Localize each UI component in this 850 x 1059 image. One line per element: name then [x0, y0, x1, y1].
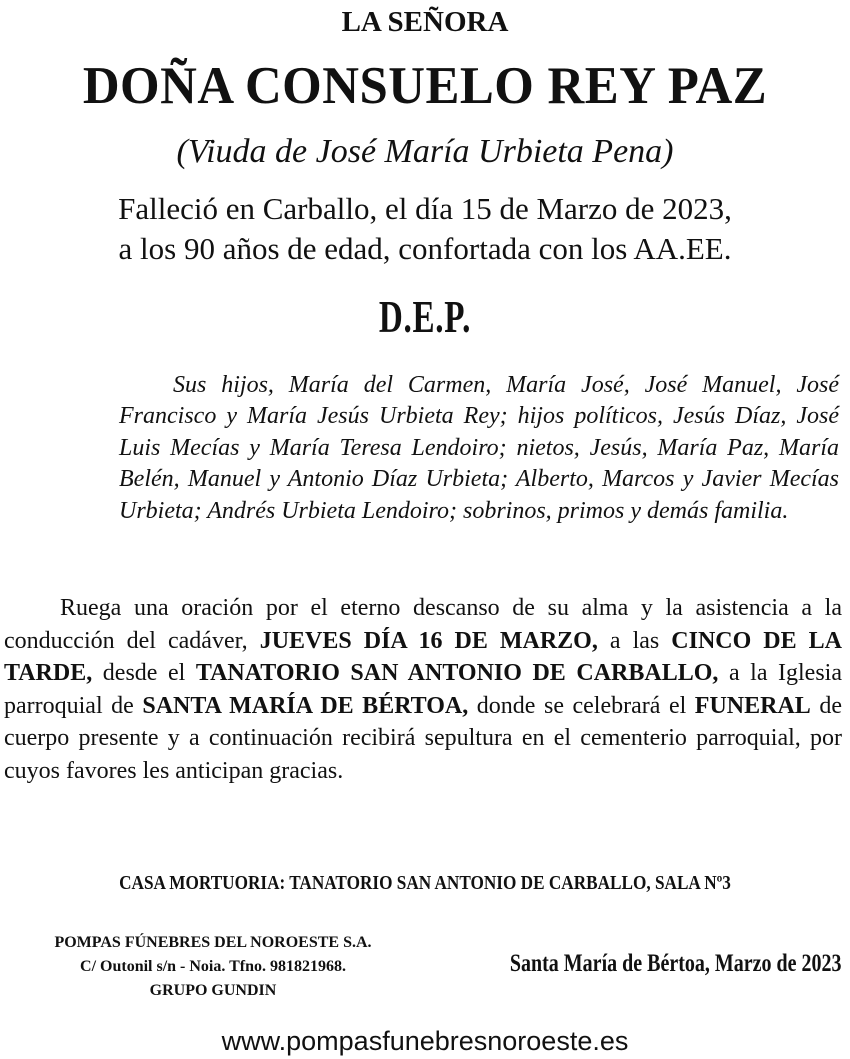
place-date: Santa María de Bértoa, Marzo de 2023	[510, 950, 842, 977]
death-notice	[0, 189, 850, 269]
ceremony-text: donde se celebrará el	[468, 692, 695, 719]
ceremony-text: a las	[597, 627, 672, 654]
dep-label: D.E.P.	[378, 291, 472, 342]
company-address: C/ Outonil s/n - Noia. Tfno. 981821968.	[80, 958, 346, 975]
ceremony-origin: TANATORIO SAN ANTONIO DE CARBALLO,	[195, 660, 719, 686]
ceremony-funeral: FUNERAL	[694, 692, 811, 719]
ceremony-text: desde el	[92, 660, 196, 686]
ceremony-date: JUEVES DÍA 16 DE MARZO,	[259, 627, 598, 654]
website-link[interactable]: www.pompasfunebresnoroeste.es	[221, 1026, 629, 1056]
death-line-2: a los 90 años de edad, confortada con los AA.EE.	[118, 231, 732, 266]
ceremony-time: CINCO DE LA TARDE,	[4, 627, 843, 686]
deceased-name: DOÑA CONSUELO REY PAZ	[82, 57, 768, 115]
death-line-1: Falleció en Carballo, el día 15 de Marzo de 2023,	[118, 191, 732, 226]
widow-note: (Viuda de José María Urbieta Pena)	[176, 133, 674, 170]
ceremony-text: de cuerpo presente y a continuación recibirá sepultura en el cementerio parroquial, por cuyos favores les anticipan gracias.	[4, 692, 842, 784]
casa-mortuoria: CASA MORTUORIA: TANATORIO SAN ANTONIO DE CARBALLO, SALA Nº3	[119, 872, 731, 894]
funeral-company	[0, 931, 426, 1003]
ceremony-text: a la Iglesia parroquial de	[4, 660, 842, 719]
ceremony-church: SANTA MARÍA DE BÉRTOA,	[142, 692, 469, 719]
family-paragraph: Sus hijos, María del Carmen, María José, José Manuel, José Francisco y María Jesús Urbieta Rey; hijos políticos, Jesús Díaz, José Luis Mecías y María Teresa Lendoiro; nietos, Jesús, María Paz, María Belén, Manuel y Antonio Díaz Urbieta; Alberto, Marcos y Javier Mecías Urbieta; Andrés Urbieta Lendoiro; sobrinos, primos y demás familia.	[119, 372, 839, 524]
company-name: POMPAS FÚNEBRES DEL NOROESTE S.A.	[54, 934, 372, 951]
ceremony-paragraph	[4, 592, 842, 787]
title-la-senora: LA SEÑORA	[341, 6, 509, 38]
company-group: GRUPO GUNDIN	[149, 982, 277, 999]
ceremony-text: Ruega una oración por el eterno descanso de su alma y la asistencia a la conducción del cadáver,	[4, 595, 842, 654]
